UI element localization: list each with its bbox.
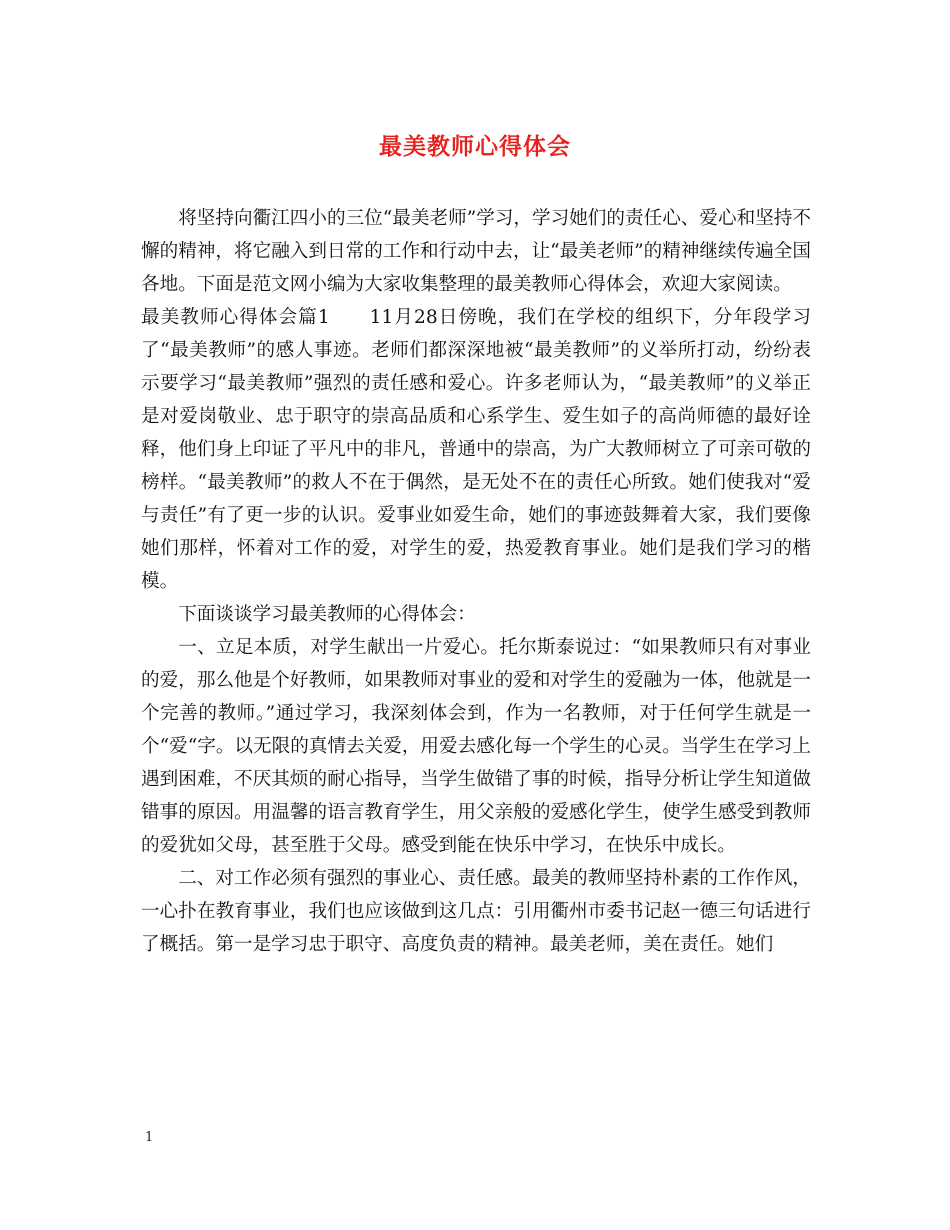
section-heading: 最美教师心得体会篇1 <box>141 307 330 328</box>
body-paragraph-1: 下面谈谈学习最美教师的心得体会： <box>178 604 476 625</box>
section-paragraph <box>141 301 811 598</box>
section-body: 11月28日傍晚，我们在学校的组织下，分年段学习了“最美教师”的感人事迹。老师们都深深地被“最美教师”的义举所打动，纷纷表示要学习“最美教师”强烈的责任感和爱心。许多老师认为，“最美教师”的义举正是对爱岗敬业、忠于职守的崇高品质和心系学生、爱生如子的高尚师德的最好诠释，他们身上印证了平凡中的非凡，普通中的崇高，为广大教师树立了可亲可敬的榜样。“最美教师”的救人不在于偶然，是无处不在的责任心所致。她们使我对“爱与责任”有了更一步的认识。爱事业如爱生命，她们的事迹鼓舞着大家，我们要像她们那样，怀着对工作的爱，对学生的爱，热爱教育事业。她们是我们学习的楷模。 <box>141 307 811 592</box>
body-paragraph-3: 二、对工作必须有强烈的事业心、责任感。最美的教师坚持朴素的工作作风，一心扑在教育事业，我们也应该做到这几点：引用衢州市委书记赵一德三句话进行了概括。第一是学习忠于职守、高度负责的精神。最美老师，美在责任。她们 <box>141 868 811 955</box>
document-body <box>141 202 811 961</box>
document-title: 最美教师心得体会 <box>379 133 571 160</box>
body-paragraph-2: 一、立足本质，对学生献出一片爱心。托尔斯泰说过：“如果教师只有对事业的爱，那么他是个好教师，如果教师对事业的爱和对学生的爱融为一体，他就是一个完善的教师。”通过学习，我深刻体会到，作为一名教师，对于任何学生就是一个“爱“字。以无限的真情去关爱，用爱去感化每一个学生的心灵。当学生在学习上遇到困难，不厌其烦的耐心指导，当学生做错了事的时候，指导分析让学生知道做错事的原因。用温馨的语言教育学生，用父亲般的爱感化学生，使学生感受到教师的爱犹如父母，甚至胜于父母。感受到能在快乐中学习，在快乐中成长。 <box>141 637 811 856</box>
intro-paragraph: 将坚持向衢江四小的三位“最美老师”学习，学习她们的责任心、爱心和坚持不懈的精神，将它融入到日常的工作和行动中去，让“最美老师”的精神继续传遍全国各地。下面是范文网小编为大家收集整理的最美教师心得体会，欢迎大家阅读。 <box>141 208 811 295</box>
page-number: 1 <box>145 1130 154 1145</box>
